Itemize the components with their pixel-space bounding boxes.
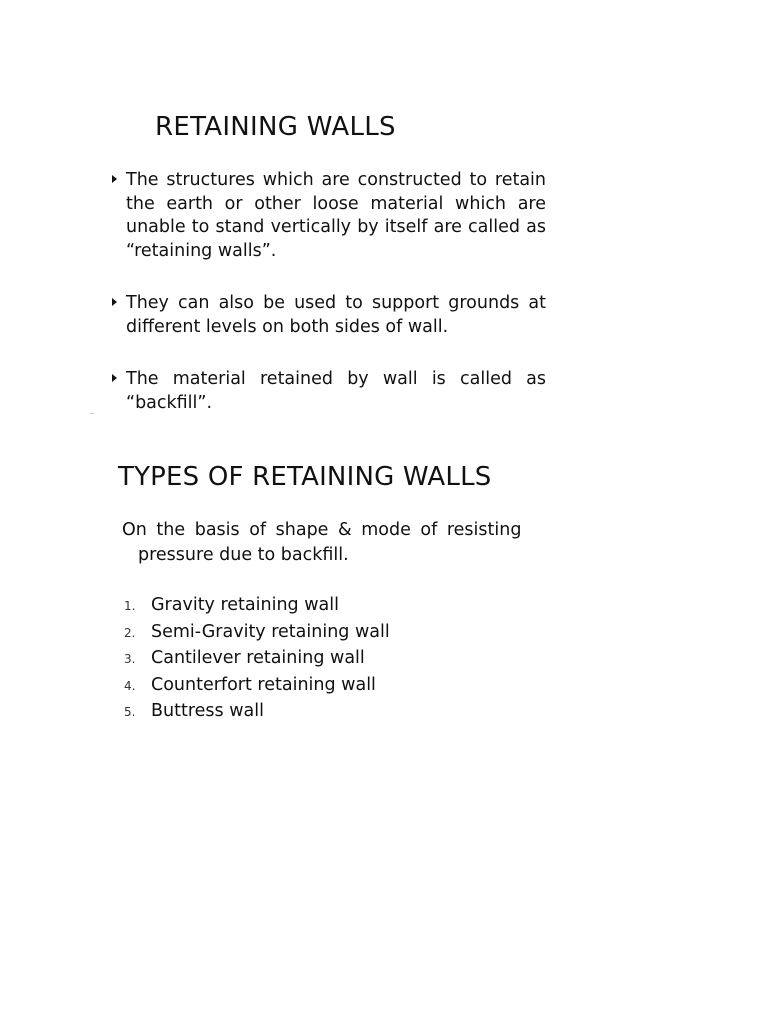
list-number: 3. [124,652,136,666]
list-number: 2. [124,625,136,640]
list-label: Gravity retaining wall [151,595,339,615]
list-number: 1. [124,599,136,613]
bullet-item-backfill [112,368,552,415]
bullet-text: The structures which are constructed to retain the earth or other loose material which are unable to stand vertically by itself are called as “retaining walls”. [126,170,546,261]
page-title: RETAINING WALLS [155,112,396,142]
scan-speck [90,413,94,414]
list-item [124,592,390,619]
list-label: Counterfort retaining wall [151,674,376,695]
types-list [124,592,390,725]
list-label: Semi-Gravity retaining wall [151,621,390,642]
list-item [124,672,390,699]
triangle-bullet-icon [112,298,117,306]
list-item [124,698,390,725]
section-heading: TYPES OF RETAINING WALLS [118,462,492,492]
intro-line-2: pressure due to backfill. [138,545,349,565]
intro-paragraph [122,518,552,568]
bullet-text: The material retained by wall is called as “backfill”. [126,369,546,413]
triangle-bullet-icon [112,175,117,183]
list-label: Cantilever retaining wall [151,648,365,668]
bullet-text: They can also be used to support grounds at different levels on both sides of wall. [126,293,546,337]
list-item [124,645,390,672]
intro-line-1: On the basis of shape & mode of resisting [122,520,522,540]
bullet-item-support [112,292,552,339]
triangle-bullet-icon [112,374,117,382]
list-number: 4. [124,678,136,693]
list-number: 5. [124,705,136,719]
bullet-item-definition [112,169,552,263]
list-item [124,619,390,646]
list-label: Buttress wall [151,701,264,721]
